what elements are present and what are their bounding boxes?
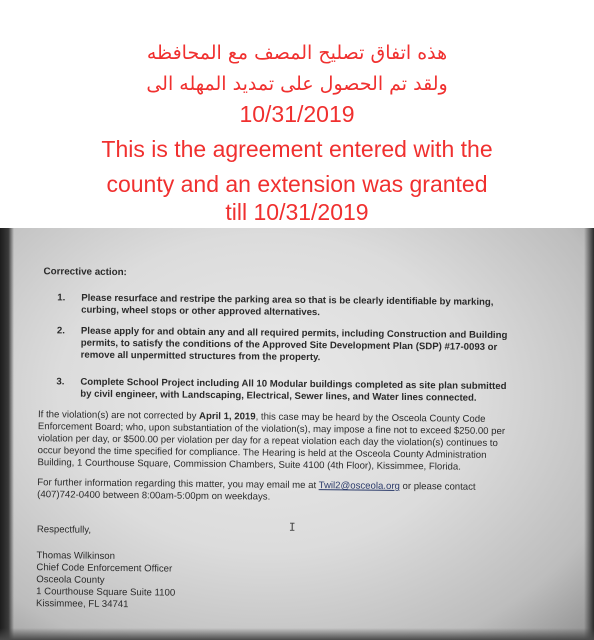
signature-name: Thomas Wilkinson <box>36 550 115 562</box>
para-2-text-a: For further information regarding this matter, you may email me at <box>37 477 319 492</box>
closing: Respectfully, <box>36 524 92 536</box>
item-2-line-2: permits, to satisfy the conditions of the Approved Site Development Plan (SDP) #17-0093 or <box>80 337 498 353</box>
item-1-line-2: curbing, wheel stops or other approved alternatives. <box>81 304 321 319</box>
item-2-line-1: Please apply for and obtain any and all required permits, including Construction and Building <box>80 325 508 342</box>
english-caption-line-3: till 10/31/2019 <box>225 199 369 225</box>
letter-photo <box>0 228 594 640</box>
item-1-number: 1. <box>57 292 66 304</box>
english-caption-line-1: This is the agreement entered with the <box>101 136 493 162</box>
para-1-line-2: Enforcement Board; who, upon substantiation of the violation(s), may impose a fine not to exceed $250.00 per <box>37 421 506 438</box>
signature-address-1: 1 Courthouse Square Suite 1100 <box>36 586 176 599</box>
corrective-action-heading: Corrective action: <box>43 266 127 279</box>
text-cursor-icon: I <box>288 520 296 534</box>
para-1-text-b: , this case may be heard by the Osceola County Code <box>255 411 486 425</box>
photo-dark-edge-left <box>0 228 14 640</box>
item-3-line-1: Complete School Project including All 10 Modular buildings completed as site plan submitted <box>80 376 507 393</box>
signature-org: Osceola County <box>36 574 105 586</box>
arabic-caption-line-2: ولقد تم الحصول على تمديد المهله الى <box>146 73 448 95</box>
photo-dark-edge-right <box>584 228 594 640</box>
para-1-line-3: violation per day, or $500.00 per violation per day for a repeat violation each day the violation(s) continues to <box>37 433 498 449</box>
para-1-line-4: occur beyond the time specified for compliance. The Hearing is held at the Osceola County Administration <box>37 445 487 461</box>
para-2-text-b: or please contact <box>399 480 476 493</box>
signature-title: Chief Code Enforcement Officer <box>36 562 173 575</box>
item-3-number: 3. <box>56 376 65 388</box>
para-1-line-5: Building, 1 Courthouse Square, Commission Chambers, Suite 4100 (4th Floor), Kissimmee, Florida. <box>37 457 461 473</box>
caption-overlay <box>0 0 594 228</box>
item-3-line-2: by civil engineer, with Landscaping, Electrical, Sewer lines, and Water lines connected. <box>80 388 477 404</box>
item-1-line-1: Please resurface and restripe the parking area so that is be clearly identifiable by marking, <box>81 292 494 308</box>
para-2-line-2: (407)742-0400 between 8:00am-5:00pm on weekdays. <box>37 489 271 503</box>
arabic-caption-line-1: هذه اتفاق تصليح المصف مع المحافظه <box>146 42 448 64</box>
deadline-date: April 1, 2019 <box>199 410 256 423</box>
english-caption-line-2: county and an extension was granted <box>106 171 488 197</box>
contact-email-link[interactable]: Twil2@osceola.org <box>318 480 400 492</box>
item-2-number: 2. <box>56 325 65 337</box>
letter-page <box>18 228 582 640</box>
item-2-line-3: remove all unpermitted structures from the property. <box>80 349 321 364</box>
para-1-text-a: If the violation(s) are not corrected by <box>37 409 200 422</box>
signature-address-2: Kissimmee, FL 34741 <box>36 598 129 611</box>
caption-date: 10/31/2019 <box>239 101 355 127</box>
